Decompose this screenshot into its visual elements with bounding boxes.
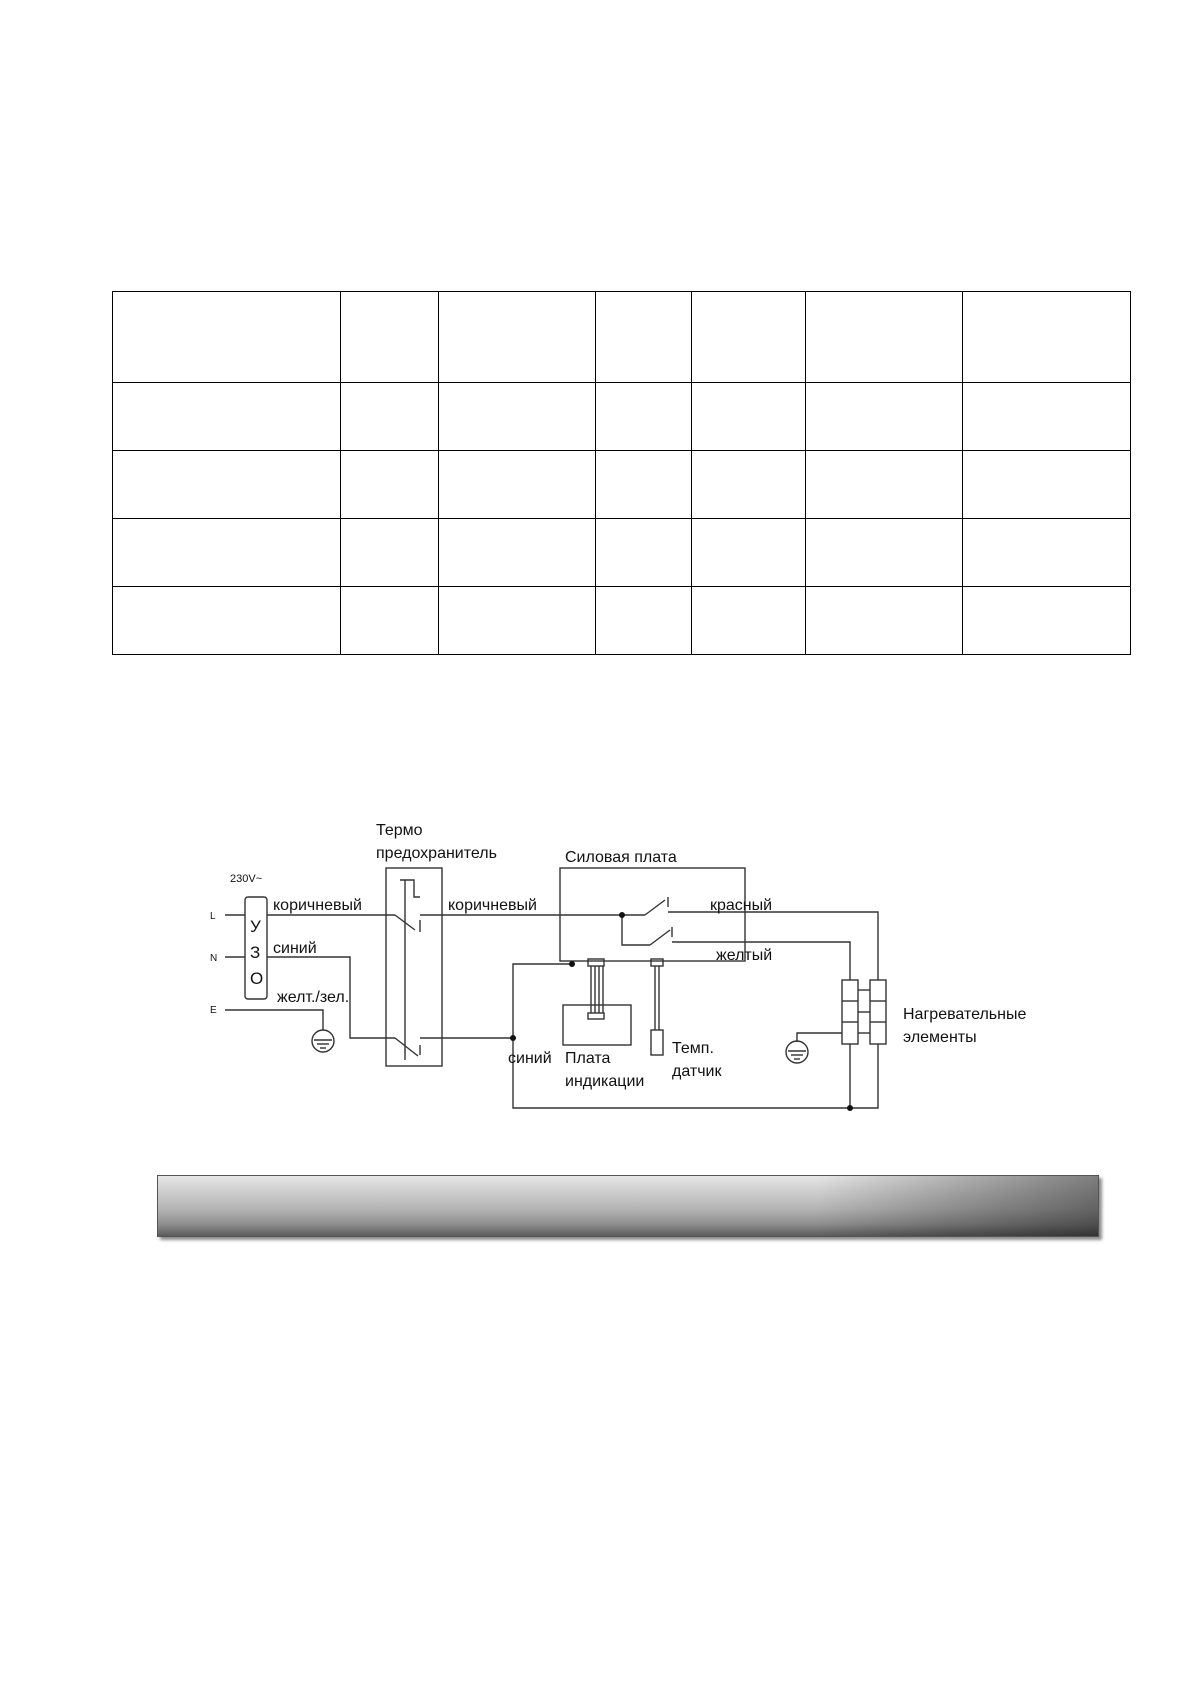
heating-elements-label: элементы — [903, 1029, 977, 1046]
display-board-label: Плата — [565, 1050, 611, 1067]
earth-symbol-right — [786, 1041, 808, 1063]
table-cell — [596, 451, 692, 519]
wire-yellow-green — [225, 1010, 323, 1030]
fuse-contact-bottom — [395, 1038, 418, 1056]
table-cell — [341, 292, 439, 383]
table-cell — [113, 451, 341, 519]
table-cell — [806, 451, 963, 519]
junction-dot — [510, 1035, 516, 1041]
display-board-label: индикации — [565, 1073, 645, 1090]
table-row — [113, 519, 1131, 587]
table-cell — [439, 292, 596, 383]
table-cell — [439, 587, 596, 655]
thermal-fuse-link — [400, 880, 420, 897]
table-cell — [439, 383, 596, 451]
junction-dot — [619, 912, 625, 918]
rcd-letter: З — [250, 943, 261, 962]
table-cell — [692, 451, 806, 519]
table-cell — [806, 383, 963, 451]
table-cell — [439, 451, 596, 519]
temp-sensor-label: Темп. — [672, 1040, 714, 1057]
heater-terminal-block-right — [870, 980, 886, 1044]
power-board-label: Силовая плата — [565, 849, 677, 866]
earth-symbol-left — [312, 1030, 334, 1052]
wire-label-blue: синий — [273, 940, 317, 957]
wire-label-blue-2: синий — [508, 1050, 552, 1067]
table-row — [113, 451, 1131, 519]
display-board-box — [563, 1005, 631, 1045]
rcd-letter: О — [250, 969, 264, 988]
terminal-n-label: N — [210, 953, 218, 964]
supply-label: 230V~ — [230, 873, 263, 885]
table-row — [113, 587, 1131, 655]
table-cell — [113, 383, 341, 451]
table-cell — [692, 519, 806, 587]
junction-dot — [847, 1105, 853, 1111]
wire-red — [668, 912, 878, 980]
temp-sensor-label: датчик — [672, 1063, 722, 1080]
wire-internal — [560, 915, 650, 945]
table-cell — [341, 587, 439, 655]
table-cell — [692, 292, 806, 383]
wire-label-red: красный — [710, 897, 773, 914]
table-cell — [341, 519, 439, 587]
table-cell — [113, 587, 341, 655]
wire-heater-earth — [797, 1033, 842, 1042]
thermal-fuse-label: Термо — [376, 822, 423, 839]
table-cell — [963, 451, 1131, 519]
relay-contact-1 — [645, 900, 665, 915]
table-cell — [596, 383, 692, 451]
table-cell — [113, 292, 341, 383]
table-cell — [806, 587, 963, 655]
table-row — [113, 383, 1131, 451]
table-cell — [963, 383, 1131, 451]
wire-label-brown-2: коричневый — [448, 897, 537, 914]
temp-sensor-probe — [651, 1030, 663, 1055]
terminal-e-label: E — [210, 1005, 217, 1016]
table-cell — [692, 587, 806, 655]
table-cell — [963, 519, 1131, 587]
wire-label-yellow-green: желт./зел. — [277, 989, 350, 1006]
wiring-diagram — [0, 790, 1191, 1130]
table-cell — [596, 587, 692, 655]
table-cell — [806, 292, 963, 383]
heater-terminal-block-left — [842, 980, 858, 1044]
table-cell — [341, 451, 439, 519]
thermal-fuse-label: предохранитель — [376, 845, 497, 862]
table-cell — [963, 587, 1131, 655]
rcd-letter: У — [250, 917, 261, 936]
heating-elements-label: Нагревательные — [903, 1006, 1027, 1023]
specification-table — [112, 291, 1131, 655]
wire-label-yellow: желтый — [716, 947, 773, 964]
table-header-row — [113, 292, 1131, 383]
display-connector-bottom — [588, 1013, 604, 1019]
section-banner — [157, 1175, 1099, 1237]
wire-label-brown: коричневый — [273, 897, 362, 914]
table-cell — [113, 519, 341, 587]
table-cell — [963, 292, 1131, 383]
terminal-l-label: L — [210, 911, 216, 922]
table-cell — [439, 519, 596, 587]
display-connector-top — [588, 959, 604, 966]
table-cell — [596, 292, 692, 383]
table-cell — [806, 519, 963, 587]
junction-dot — [569, 961, 575, 967]
sensor-connector — [651, 959, 663, 966]
table-cell — [341, 383, 439, 451]
relay-contact-2 — [650, 930, 670, 945]
table-cell — [692, 383, 806, 451]
table-cell — [596, 519, 692, 587]
